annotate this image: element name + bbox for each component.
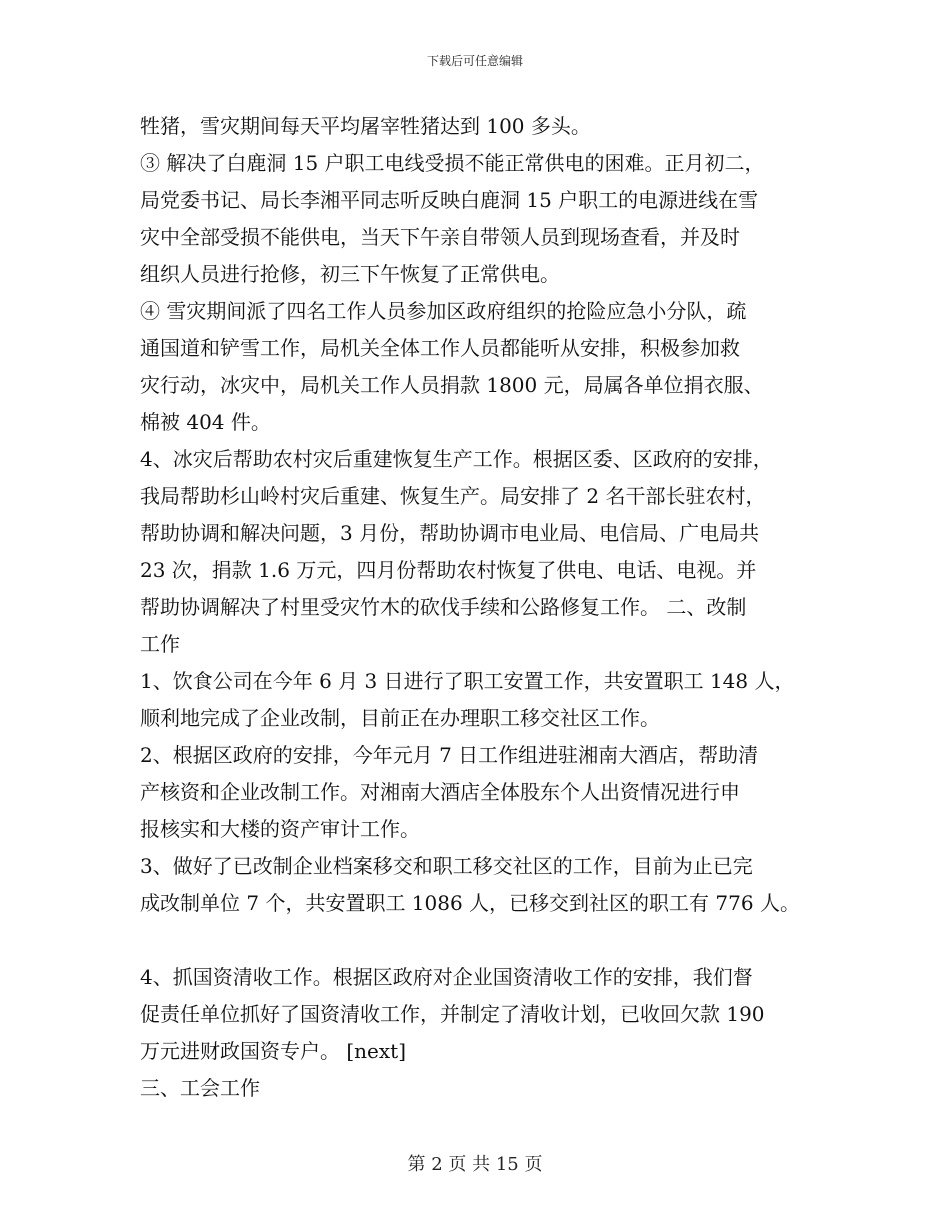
text-line: 4、抓国资清收工作。根据区政府对企业国资清收工作的安排，我们督 <box>140 965 753 989</box>
text-line: 促责任单位抓好了国资清收工作，并制定了清收计划，已收回欠款 190 <box>140 1002 765 1026</box>
text-line: 23 次，捐款 1.6 万元，四月份帮助农村恢复了供电、电话、电视。并 <box>140 558 757 582</box>
text-line: 报核实和大楼的资产审计工作。 <box>140 817 420 841</box>
text-line: 灾中全部受损不能供电，当天下午亲自带领人员到现场查看，并及时 <box>140 225 740 249</box>
page-number: 第 2 页 共 15 页 <box>407 1154 543 1175</box>
text-line: 灾行动，冰灾中，局机关工作人员捐款 1800 元，局属各单位捐衣服、 <box>140 373 764 397</box>
blank-line <box>140 922 820 959</box>
text-line: 顺利地完成了企业改制，目前正在办理职工移交社区工作。 <box>140 706 660 730</box>
text-line: ③ 解决了白鹿洞 15 户职工电线受损不能正常供电的困难。正月初二， <box>140 151 765 175</box>
text-line: 产核资和企业改制工作。对湘南大酒店全体股东个人出资情况进行申 <box>140 780 740 804</box>
text-line: 牲猪，雪灾期间每天平均屠宰牲猪达到 100 多头。 <box>140 114 591 138</box>
text-line: 组织人员进行抢修，初三下午恢复了正常供电。 <box>140 262 560 286</box>
text-line: 局党委书记、局长李湘平同志听反映白鹿洞 15 户职工的电源进线在雪 <box>140 188 759 212</box>
text-line: 1、饮食公司在今年 6 月 3 日进行了职工安置工作，共安置职工 148 人， <box>140 669 795 693</box>
text-line: 2、根据区政府的安排，今年元月 7 日工作组进驻湘南大酒店，帮助清 <box>140 743 759 767</box>
text-line: 工作 <box>140 632 180 656</box>
text-line: 我局帮助杉山岭村灾后重建、恢复生产。局安排了 2 名干部长驻农村， <box>140 484 766 508</box>
text-line: 4、冰灾后帮助农村灾后重建恢复生产工作。根据区委、区政府的安排， <box>140 447 773 471</box>
document-body <box>140 108 820 1107</box>
text-line: 棉被 404 件。 <box>140 410 271 434</box>
text-line: 三、工会工作 <box>140 1076 260 1100</box>
text-line: 通国道和铲雪工作，局机关全体工作人员都能听从安排，积极参加救 <box>140 336 740 360</box>
text-line: ④ 雪灾期间派了四名工作人员参加区政府组织的抢险应急小分队，疏 <box>140 299 747 323</box>
text-line: 帮助协调和解决问题，3 月份，帮助协调市电业局、电信局、广电局共 <box>140 521 760 545</box>
text-line: 3、做好了已改制企业档案移交和职工移交社区的工作，目前为止已完 <box>140 854 753 878</box>
page-header: 下载后可任意编辑 <box>426 54 523 68</box>
text-line: 万元进财政国资专户。 [next] <box>140 1039 406 1063</box>
text-line: 帮助协调解决了村里受灾竹木的砍伐手续和公路修复工作。 二、改制 <box>140 595 747 619</box>
text-line: 成改制单位 7 个，共安置职工 1086 人，已移交到社区的职工有 776 人。 <box>140 891 800 915</box>
